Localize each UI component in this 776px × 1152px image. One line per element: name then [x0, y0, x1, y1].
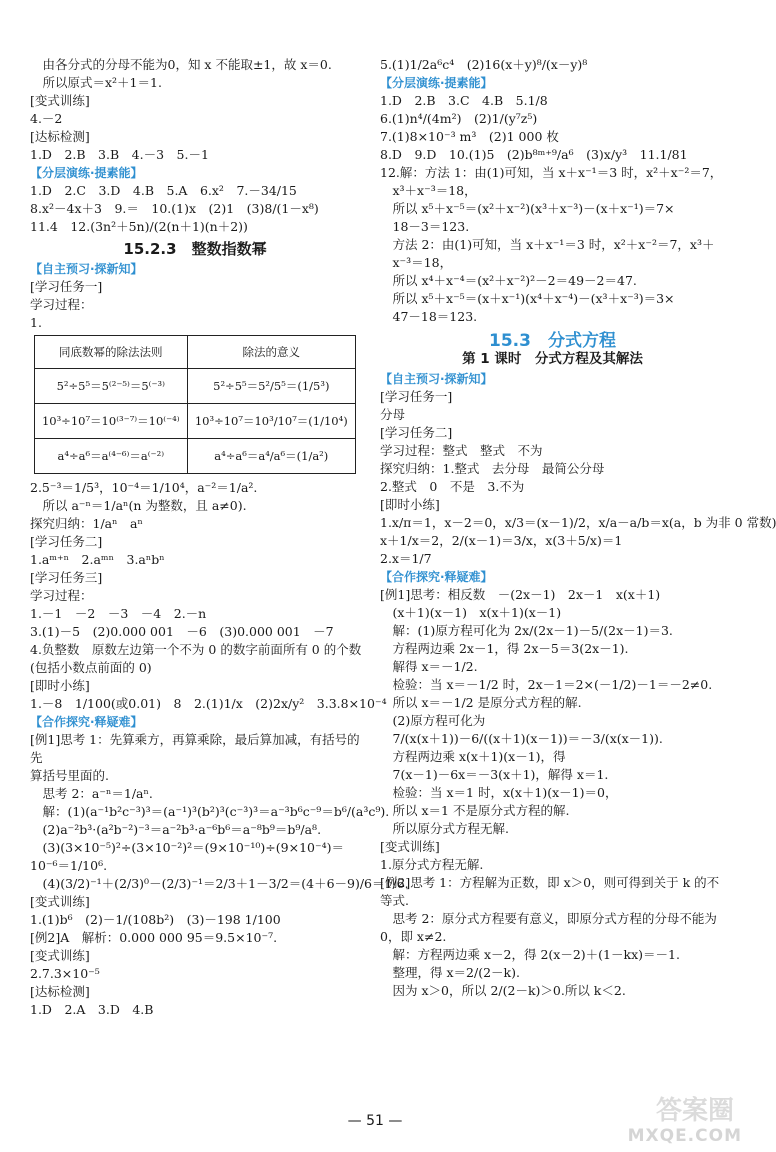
- section-heading: 【合作探究·释疑难】: [380, 570, 493, 584]
- text-line: x³＋x⁻³＝18，: [380, 183, 477, 198]
- text-line: 1.D 2.A 3.D 4.B: [30, 1002, 154, 1017]
- text-line: 1.D 2.B 3.C 4.B 5.1/8: [380, 93, 548, 108]
- watermark-url: MXQE.COM: [627, 1126, 742, 1146]
- text-line: [变式训练]: [30, 948, 90, 963]
- section-heading: 【自主预习·探新知】: [380, 372, 493, 386]
- table-row: [35, 369, 356, 404]
- text-line: [变式训练]: [30, 894, 90, 909]
- text-line: 检验：当 x＝1 时，x(x＋1)(x－1)＝0，: [380, 785, 618, 800]
- page-number: — 51 —: [347, 1113, 403, 1129]
- text-line: 因为 x＞0，所以 2/(2－k)＞0.所以 k＜2.: [380, 983, 626, 998]
- text-line: 检验：当 x＝－1/2 时，2x－1＝2×(－1/2)－1＝－2≠0.: [380, 677, 713, 692]
- text-line: 所以 x＝1 不是原分式方程的解.: [380, 803, 570, 818]
- text-line: 整理，得 x＝2/(2－k).: [380, 965, 520, 980]
- text-line: [变式训练]: [380, 839, 440, 854]
- text-line: 4.－2: [30, 111, 63, 126]
- text-line: 2.5⁻³＝1/5³，10⁻⁴＝1/10⁴，a⁻²＝1/a².: [30, 480, 258, 495]
- text-line: [学习任务一]: [30, 279, 103, 294]
- text-line: 1.: [30, 315, 42, 330]
- text-line: 47－18＝123.: [380, 309, 478, 324]
- text-line: 学习过程：: [30, 588, 93, 603]
- text-line: 5.(1)1/2a⁶c⁴ (2)16(x＋y)⁸/(x－y)⁸: [380, 57, 588, 72]
- section-heading: 【分层演练·提素能】: [30, 166, 143, 180]
- text-line: [学习任务一]: [380, 389, 453, 404]
- text-line: 4.负整数 原数左边第一个不为 0 的数字前面所有 0 的个数: [30, 642, 362, 657]
- text-line: 由各分式的分母不能为0，知 x 不能取±1，故 x＝0.: [30, 57, 332, 72]
- text-line: 方程两边乘 x(x＋1)(x－1)，得: [380, 749, 566, 764]
- table-header-cell: 除法的意义: [187, 336, 355, 369]
- text-line: (2)原方程可化为: [380, 713, 486, 728]
- text-line: 1.aᵐ⁺ⁿ 2.aᵐⁿ 3.aⁿbⁿ: [30, 552, 165, 567]
- text-line: 所以 x⁵＋x⁻⁵＝(x²＋x⁻²)(x³＋x⁻³)－(x＋x⁻¹)＝7×: [380, 201, 675, 216]
- right-column: [380, 56, 776, 1000]
- text-line: 思考 2：a⁻ⁿ＝1/aⁿ.: [30, 786, 153, 801]
- text-line: 7(x－1)－6x＝－3(x＋1)，解得 x＝1.: [380, 767, 609, 782]
- text-line: 所以原式＝x²＋1＝1.: [30, 75, 162, 90]
- table-cell: 5²÷5⁵＝5²/5⁵＝(1/5³): [187, 369, 355, 404]
- text-line: 所以 x＝－1/2 是原分式方程的解.: [380, 695, 582, 710]
- text-line: 8.D 9.D 10.(1)5 (2)b⁸ᵐ⁺⁹/a⁶ (3)x/y³ 11.1/81: [380, 147, 688, 162]
- text-line: 思考 2：原分式方程要有意义，即原分式方程的分母不能为: [380, 911, 717, 926]
- text-line: 3.(1)－5 (2)0.000 001 －6 (3)0.000 001 －7: [30, 624, 334, 639]
- text-line: 所以 x⁴＋x⁻⁴＝(x²＋x⁻²)²－2＝49－2＝47.: [380, 273, 637, 288]
- table-row: [35, 439, 356, 474]
- text-line: [学习任务三]: [30, 570, 103, 585]
- text-line: 10⁻⁶＝1/10⁶.: [30, 858, 108, 873]
- text-line: 算括号里面的.: [30, 768, 109, 783]
- text-line: (3)(3×10⁻⁵)²÷(3×10⁻²)²＝(9×10⁻¹⁰)÷(9×10⁻⁴)＝: [30, 840, 344, 855]
- table-header-cell: 同底数幂的除法法则: [35, 336, 188, 369]
- text-line: 所以原分式方程无解.: [380, 821, 509, 836]
- text-line: 学习过程：整式 整式 不为: [380, 443, 543, 458]
- text-line: 7/(x(x＋1))－6/((x＋1)(x－1))＝－3/(x(x－1)).: [380, 731, 663, 746]
- text-line: 方法 2：由(1)可知，当 x＋x⁻¹＝3 时，x²＋x⁻²＝7，x³＋: [380, 237, 715, 252]
- text-line: 探究归纳：1/aⁿ aⁿ: [30, 516, 143, 531]
- table-cell: 10³÷10⁷＝10⁽³⁻⁷⁾＝10⁽⁻⁴⁾: [35, 404, 188, 439]
- text-line: 18－3＝123.: [380, 219, 470, 234]
- watermark-logo: [622, 1090, 742, 1146]
- table-cell: 5²÷5⁵＝5⁽²⁻⁵⁾＝5⁽⁻³⁾: [35, 369, 188, 404]
- text-line: 12.解：方法 1：由(1)可知，当 x＋x⁻¹＝3 时，x²＋x⁻²＝7，: [380, 165, 723, 180]
- heading: 15.3 分式方程: [489, 331, 616, 351]
- text-line: (2)a⁻²b³·(a²b⁻²)⁻³＝a⁻²b³·a⁻⁶b⁶＝a⁻⁸b⁹＝b⁹/a⁸.: [30, 822, 322, 837]
- text-line: 6.(1)n⁴/(4m²) (2)1/(y⁷z⁵): [380, 111, 538, 126]
- text-line: (4)(3/2)⁻¹＋(2/3)⁰－(2/3)⁻¹＝2/3＋1－3/2＝(4＋6－9)/6＝1/6.: [30, 876, 409, 891]
- text-line: [达标检测]: [30, 984, 90, 999]
- text-line: 0，即 x≠2.: [380, 929, 447, 944]
- text-line: 学习过程：: [30, 297, 93, 312]
- table-cell: a⁴÷a⁶＝a⁽⁴⁻⁶⁾＝a⁽⁻²⁾: [35, 439, 188, 474]
- watermark-cn: 答案圈: [655, 1096, 734, 1126]
- text-line: 1.－8 1/100(或0.01) 8 2.(1)1/x (2)2x/y² 3.3.8×10⁻⁴: [30, 696, 387, 711]
- heading: 第 1 课时 分式方程及其解法: [462, 351, 643, 367]
- text-line: 1.D 2.C 3.D 4.B 5.A 6.x² 7.－34/15: [30, 183, 297, 198]
- text-line: [达标检测]: [30, 129, 90, 144]
- text-line: 8.x²－4x＋3 9.＝ 10.(1)x (2)1 (3)8/(1－x⁸): [30, 201, 319, 216]
- table-cell: 10³÷10⁷＝10³/10⁷＝(1/10⁴): [187, 404, 355, 439]
- exponent-division-table: [34, 335, 356, 474]
- text-line: 2.7.3×10⁻⁵: [30, 966, 100, 981]
- text-line: [即时小练]: [380, 497, 440, 512]
- text-line: (x＋1)(x－1) x(x＋1)(x－1): [380, 605, 562, 620]
- text-line: 所以 x⁵＋x⁻⁵＝(x＋x⁻¹)(x⁴＋x⁻⁴)－(x³＋x⁻³)＝3×: [380, 291, 675, 306]
- text-line: [例1]思考：相反数 －(2x－1) 2x－1 x(x＋1): [380, 587, 661, 602]
- text-line: 等式.: [380, 893, 409, 908]
- text-line: 2.整式 0 不是 3.不为: [380, 479, 525, 494]
- text-line: 7.(1)8×10⁻³ m³ (2)1 000 枚: [380, 129, 559, 144]
- text-line: 1.－1 －2 －3 －4 2.－n: [30, 606, 207, 621]
- text-line: [即时小练]: [30, 678, 90, 693]
- text-line: 解：(1)原方程可化为 2x/(2x－1)－5/(2x－1)＝3.: [380, 623, 673, 638]
- table-cell: a⁴÷a⁶＝a⁴/a⁶＝(1/a²): [187, 439, 355, 474]
- text-line: x＋1/x＝2，2/(x－1)＝3/x，x(3＋5/x)＝1: [380, 533, 623, 548]
- text-line: 解：(1)(a⁻¹b²c⁻³)³＝(a⁻¹)³(b²)³(c⁻³)³＝a⁻³b⁶c⁻⁹＝b⁶/(a³c⁹).: [30, 804, 390, 819]
- text-line: [例2]思考 1：方程解为正数，即 x＞0，则可得到关于 k 的不: [380, 875, 720, 890]
- text-line: 1.(1)b⁶ (2)－1/(108b²) (3)－198 1/100: [30, 912, 281, 927]
- text-line: 分母: [380, 407, 406, 422]
- section-heading: 【自主预习·探新知】: [30, 262, 143, 276]
- text-line: 所以 a⁻ⁿ＝1/aⁿ(n 为整数，且 a≠0).: [30, 498, 247, 513]
- table-header-row: [35, 336, 356, 369]
- text-line: x⁻³＝18，: [380, 255, 453, 270]
- text-line: (包括小数点前面的 0): [30, 660, 152, 675]
- text-line: [例1]思考 1：先算乘方，再算乘除，最后算加减，有括号的先: [30, 732, 360, 765]
- text-line: 解：方程两边乘 x－2，得 2(x－2)＋(1－kx)＝－1.: [380, 947, 680, 962]
- text-line: 2.x＝1/7: [380, 551, 432, 566]
- text-line: 探究归纳：1.整式 去分母 最简公分母: [380, 461, 605, 476]
- text-line: 方程两边乘 2x－1，得 2x－5＝3(2x－1).: [380, 641, 629, 656]
- text-line: [变式训练]: [30, 93, 90, 108]
- section-heading: 【分层演练·提素能】: [380, 76, 493, 90]
- section-heading: 【合作探究·释疑难】: [30, 715, 143, 729]
- text-line: 解得 x＝－1/2.: [380, 659, 478, 674]
- text-line: 1.x/π＝1，x－2＝0，x/3＝(x－1)/2，x/a－a/b＝x(a，b 为非 0 常数): [380, 515, 776, 530]
- text-line: [学习任务二]: [30, 534, 103, 549]
- heading: 15.2.3 整数指数幂: [123, 240, 267, 258]
- text-line: 1.原分式方程无解.: [380, 857, 484, 872]
- table-row: [35, 404, 356, 439]
- text-line: 11.4 12.(3n²＋5n)/(2(n＋1)(n＋2)): [30, 219, 248, 234]
- text-line: 1.D 2.B 3.B 4.－3 5.－1: [30, 147, 209, 162]
- left-text-block: [30, 56, 360, 332]
- text-line: [例2]A 解析：0.000 000 95＝9.5×10⁻⁷.: [30, 930, 278, 945]
- text-line: [学习任务二]: [380, 425, 453, 440]
